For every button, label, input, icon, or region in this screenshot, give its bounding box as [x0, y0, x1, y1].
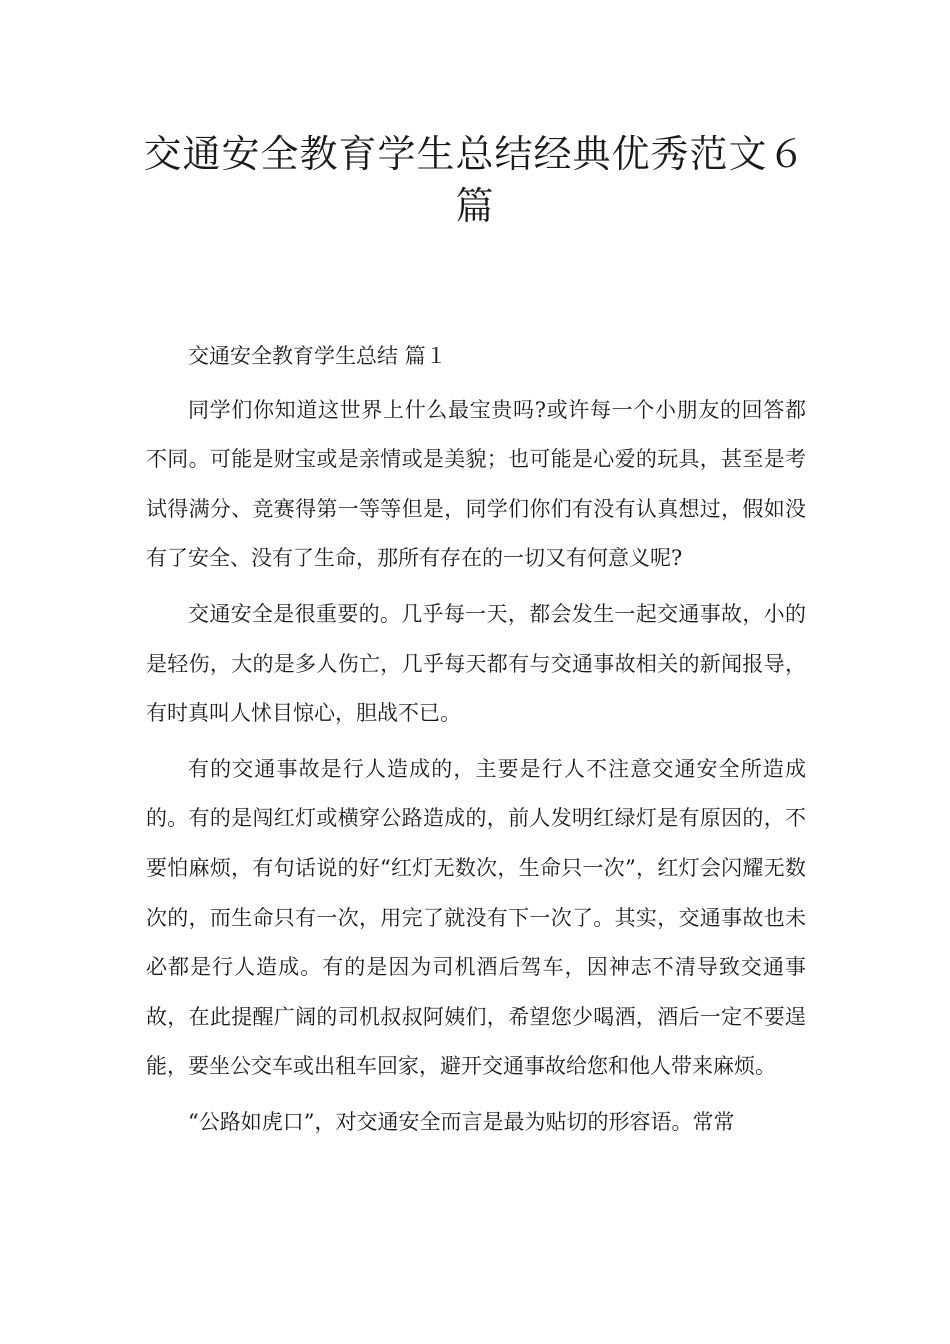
paragraph: 同学们你知道这世界上什么最宝贵吗?或许每一个小朋友的回答都不同。可能是财宝或是亲情或是美貌；也可能是心爱的玩具，甚至是考试得满分、竞赛得第一等等但是，同学们你们有没有认真想过，假如没有了安全、没有了生命，那所有存在的一切又有何意义呢? — [146, 397, 806, 571]
paragraph: 交通安全是很重要的。几乎每一天，都会发生一起交通事故，小的是轻伤，大的是多人伤亡，几乎每天都有与交通事故相关的新闻报导，有时真叫人怵目惊心，胆战不已。 — [146, 601, 806, 726]
document-title: 交通安全教育学生总结经典优秀范文６篇 — [143, 132, 807, 228]
paragraph: 有的交通事故是行人造成的，主要是行人不注意交通安全所造成的。有的是闯红灯或横穿公路造成的，前人发明红绿灯是有原因的，不要怕麻烦，有句话说的好“红灯无数次，生命只一次”，红灯会闪耀无数次的，而生命只有一次，用完了就没有下一次了。其实，交通事故也未必都是行人造成。有的是因为司机酒后驾车，因神志不清导致交通事故，在此提醒广阔的司机叔叔阿姨们，希望您少喝酒，酒后一定不要逞能，要坐公交车或出租车回家，避开交通事故给您和他人带来麻烦。 — [146, 756, 806, 1079]
document-body — [146, 332, 806, 1154]
paragraph: “公路如虎口”，对交通安全而言是最为贴切的形容语。常常 — [188, 1109, 735, 1134]
section-heading: 交通安全教育学生总结 篇１ — [188, 344, 447, 368]
